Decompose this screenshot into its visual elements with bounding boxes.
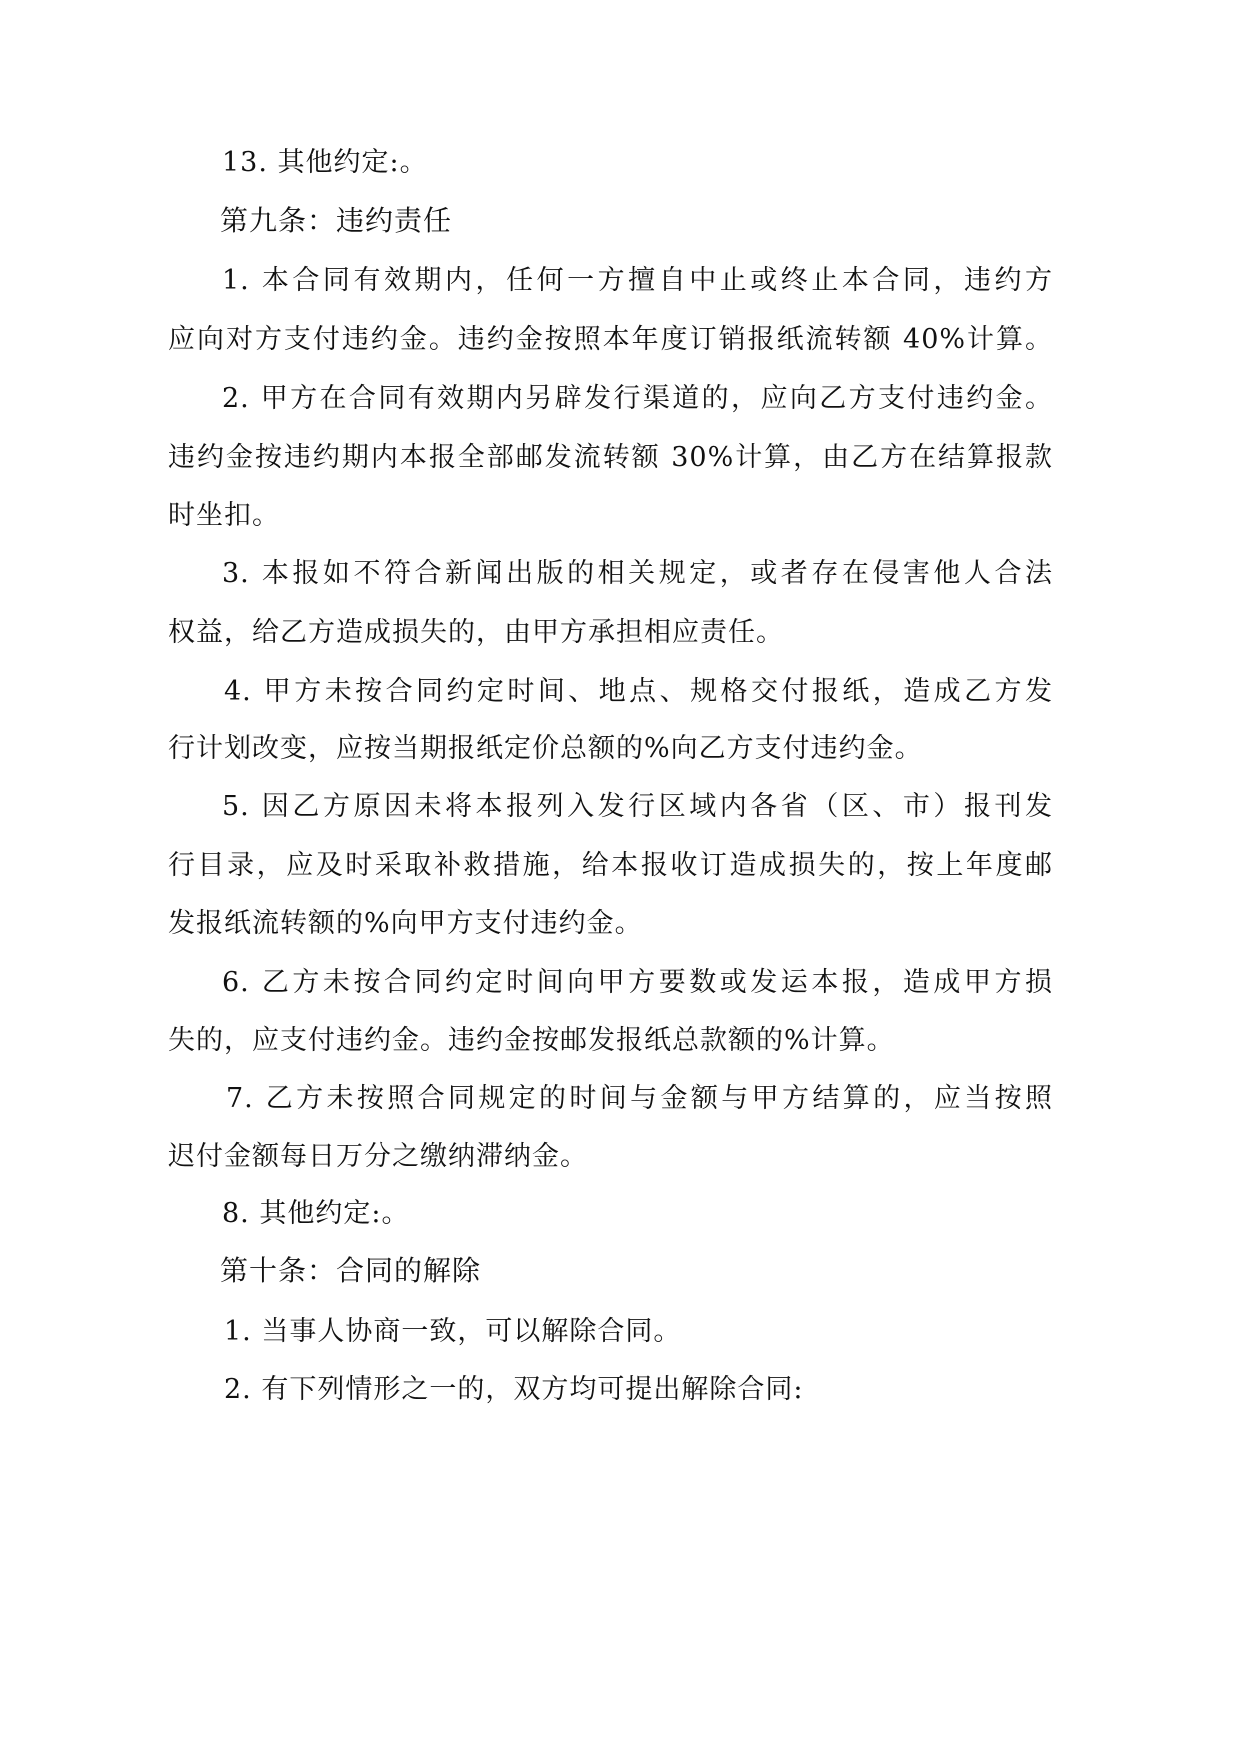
breach-item-1-line-1: 1. 本合同有效期内，任何一方擅自中止或终止本合同，违约方	[222, 265, 1053, 296]
breach-item-5-line-2: 行目录，应及时采取补救措施，给本报收订造成损失的，按上年度邮	[168, 850, 1053, 881]
breach-item-2-line-2: 违约金按违约期内本报全部邮发流转额 30%计算，由乙方在结算报款	[168, 442, 1053, 473]
breach-item-6-line-1: 6. 乙方未按合同约定时间向甲方要数或发运本报，造成甲方损	[222, 967, 1053, 998]
article-9-heading: 第九条：违约责任	[220, 204, 453, 237]
breach-item-2-line-1: 2. 甲方在合同有效期内另辟发行渠道的，应向乙方支付违约金。	[222, 383, 1053, 414]
article-10-heading: 第十条：合同的解除	[220, 1254, 482, 1287]
breach-item-3-line-2: 权益，给乙方造成损失的，由甲方承担相应责任。	[168, 617, 784, 648]
clause-13-other-terms: 13. 其他约定:。	[222, 147, 428, 178]
breach-item-5-line-3: 发报纸流转额的%向甲方支付违约金。	[168, 908, 643, 939]
breach-item-7-line-1: 7. 乙方未按照合同规定的时间与金额与甲方结算的，应当按照	[226, 1083, 1053, 1114]
breach-item-4-line-2: 行计划改变，应按当期报纸定价总额的%向乙方支付违约金。	[168, 733, 923, 764]
breach-item-2-line-3: 时坐扣。	[168, 500, 280, 531]
breach-item-5-line-1: 5. 因乙方原因未将本报列入发行区域内各省（区、市）报刊发	[222, 791, 1053, 822]
breach-item-7-line-2: 迟付金额每日万分之缴纳滞纳金。	[168, 1141, 588, 1172]
breach-item-3-line-1: 3. 本报如不符合新闻出版的相关规定，或者存在侵害他人合法	[222, 558, 1053, 589]
breach-item-1-line-2: 应向对方支付违约金。违约金按照本年度订销报纸流转额 40%计算。	[168, 324, 1053, 355]
breach-item-8: 8. 其他约定:。	[222, 1198, 410, 1229]
breach-item-6-line-2: 失的，应支付违约金。违约金按邮发报纸总款额的%计算。	[168, 1025, 895, 1056]
termination-item-2: 2. 有下列情形之一的，双方均可提出解除合同:	[224, 1374, 804, 1405]
breach-item-4-line-1: 4. 甲方未按合同约定时间、地点、规格交付报纸，造成乙方发	[224, 676, 1053, 707]
termination-item-1: 1. 当事人协商一致，可以解除合同。	[224, 1316, 682, 1347]
